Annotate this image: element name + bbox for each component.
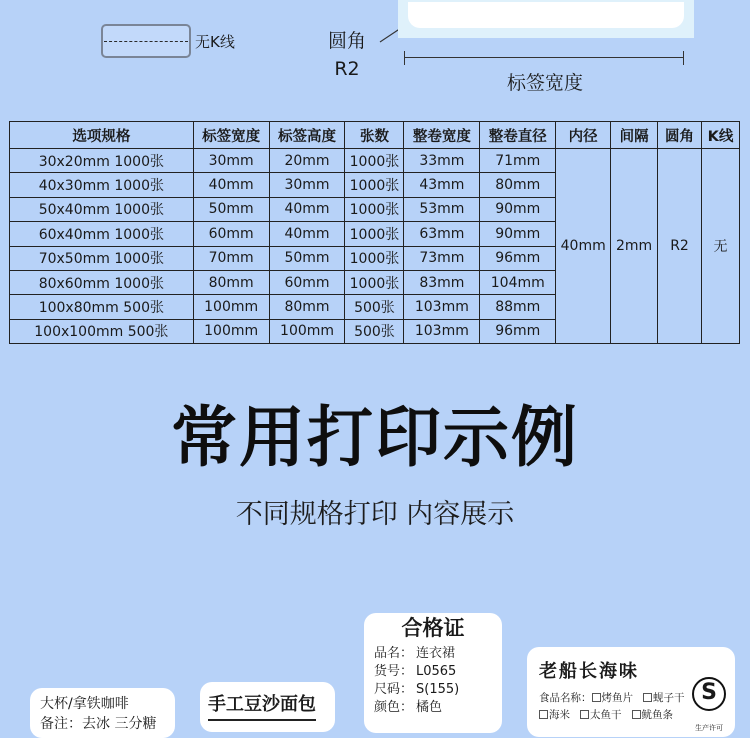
col-header: 整卷宽度 (404, 122, 480, 149)
cert-row (374, 663, 492, 681)
col-header: 标签高度 (269, 122, 345, 149)
table-cell: 50mm (193, 197, 269, 221)
sample-label-bread (200, 682, 335, 732)
cert-key: 货号： (374, 664, 414, 679)
section-subhead: 不同规格打印 内容展示 (235, 499, 515, 530)
col-header: K线 (701, 122, 739, 149)
table-cell: 96mm (480, 319, 556, 343)
cert-row (374, 645, 492, 663)
table-cell: 100mm (193, 295, 269, 319)
table-cell: 80mm (480, 173, 556, 197)
bread-title: 手工豆沙面包 (208, 690, 316, 721)
table-cell: 20mm (269, 149, 345, 173)
table-cell: 100mm (269, 319, 345, 343)
table-cell: 100mm (193, 319, 269, 343)
col-header: 选项规格 (10, 122, 194, 149)
table-cell: 83mm (404, 270, 480, 294)
table-cell: 30x20mm 1000张 (10, 149, 194, 173)
checkbox-icon (580, 710, 589, 719)
inner-diameter-cell: 40mm (556, 149, 611, 344)
width-dimension-label: 标签宽度 (506, 72, 583, 94)
spec-table-header (10, 122, 740, 149)
table-cell: 1000张 (345, 197, 404, 221)
coffee-line-2: 备注：去冰 三分糖 (40, 716, 157, 732)
table-cell: 60x40mm 1000张 (10, 222, 194, 246)
table-cell: 80x60mm 1000张 (10, 270, 194, 294)
table-cell: 80mm (193, 270, 269, 294)
table-cell: 90mm (480, 222, 556, 246)
cert-value: 连衣裙 (416, 646, 456, 661)
col-header: 间隔 (611, 122, 658, 149)
col-header: 标签宽度 (193, 122, 269, 149)
corner-annotation (325, 27, 369, 83)
cert-value: S(155) (416, 682, 460, 697)
table-cell: 40mm (269, 222, 345, 246)
gap-cell: 2mm (611, 149, 658, 344)
checkbox-icon (643, 693, 652, 702)
table-cell: 1000张 (345, 246, 404, 270)
table-cell: 71mm (480, 149, 556, 173)
col-header: 内径 (556, 122, 611, 149)
col-header: 张数 (345, 122, 404, 149)
label-sample-face (408, 2, 684, 28)
table-cell: 60mm (269, 270, 345, 294)
table-cell: 33mm (404, 149, 480, 173)
sample-label-coffee (30, 688, 175, 738)
option-clam: 蚬子干 (653, 692, 685, 704)
k-line-cell: 无 (701, 149, 739, 344)
seafood-line-2 (539, 707, 723, 724)
table-cell: 88mm (480, 295, 556, 319)
no-k-line-label: 无K线 (195, 33, 235, 51)
table-cell: 96mm (480, 246, 556, 270)
width-dimension-line (404, 51, 684, 65)
table-cell: 90mm (480, 197, 556, 221)
coffee-line-1: 大杯/拿铁咖啡 (40, 696, 129, 712)
label-spec-diagram (0, 0, 750, 110)
cert-key: 颜色： (374, 700, 414, 715)
qs-mark: S (701, 680, 717, 705)
table-row (10, 149, 740, 173)
qs-caption: 生产许可 (695, 724, 723, 732)
table-cell: 70mm (193, 246, 269, 270)
table-cell: 1000张 (345, 149, 404, 173)
table-cell: 30mm (193, 149, 269, 173)
table-cell: 63mm (404, 222, 480, 246)
table-cell: 40mm (269, 197, 345, 221)
k-line-dashed (104, 41, 188, 42)
table-cell: 43mm (404, 173, 480, 197)
option-squid: 鱿鱼条 (641, 709, 674, 721)
table-cell: 60mm (193, 222, 269, 246)
corner-cell: R2 (658, 149, 702, 344)
table-cell: 103mm (404, 319, 480, 343)
table-cell: 40mm (193, 173, 269, 197)
qs-certification-icon (692, 677, 726, 711)
spec-table (9, 121, 740, 344)
table-cell: 50mm (269, 246, 345, 270)
col-header: 圆角 (658, 122, 702, 149)
table-cell: 1000张 (345, 222, 404, 246)
table-cell: 1000张 (345, 173, 404, 197)
checkbox-icon (632, 710, 641, 719)
table-cell: 100x100mm 500张 (10, 319, 194, 343)
food-name-label: 食品名称： (539, 692, 592, 704)
table-cell: 30mm (269, 173, 345, 197)
cert-key: 品名： (374, 646, 414, 661)
col-header: 整卷直径 (480, 122, 556, 149)
section-headline: 常用打印示例 (171, 399, 579, 476)
cert-row (374, 699, 492, 717)
cert-title: 合格证 (401, 616, 465, 640)
cert-row (374, 681, 492, 699)
table-cell: 80mm (269, 295, 345, 319)
cert-key: 尺码： (374, 682, 414, 697)
option-roast-fish: 烤鱼片 (601, 692, 633, 704)
table-cell: 1000张 (345, 270, 404, 294)
table-cell: 500张 (345, 295, 404, 319)
checkbox-icon (539, 710, 548, 719)
option-taiyu: 太鱼干 (590, 709, 622, 721)
corner-label: 圆角 (327, 30, 366, 52)
checkbox-icon (592, 693, 601, 702)
table-cell: 40x30mm 1000张 (10, 173, 194, 197)
table-cell: 104mm (480, 270, 556, 294)
label-sample-card (398, 0, 694, 38)
table-cell: 100x80mm 500张 (10, 295, 194, 319)
corner-value: R2 (334, 58, 360, 80)
option-sea-rice: 海米 (549, 709, 570, 721)
sample-label-certificate (364, 613, 502, 733)
table-cell: 50x40mm 1000张 (10, 197, 194, 221)
cert-value: 橘色 (416, 700, 443, 715)
table-cell: 103mm (404, 295, 480, 319)
table-cell: 73mm (404, 246, 480, 270)
cert-value: L0565 (416, 664, 457, 679)
seafood-brand: 老船长海味 (539, 661, 639, 682)
table-cell: 70x50mm 1000张 (10, 246, 194, 270)
table-cell: 500张 (345, 319, 404, 343)
sample-label-seafood (527, 647, 735, 737)
table-cell: 53mm (404, 197, 480, 221)
